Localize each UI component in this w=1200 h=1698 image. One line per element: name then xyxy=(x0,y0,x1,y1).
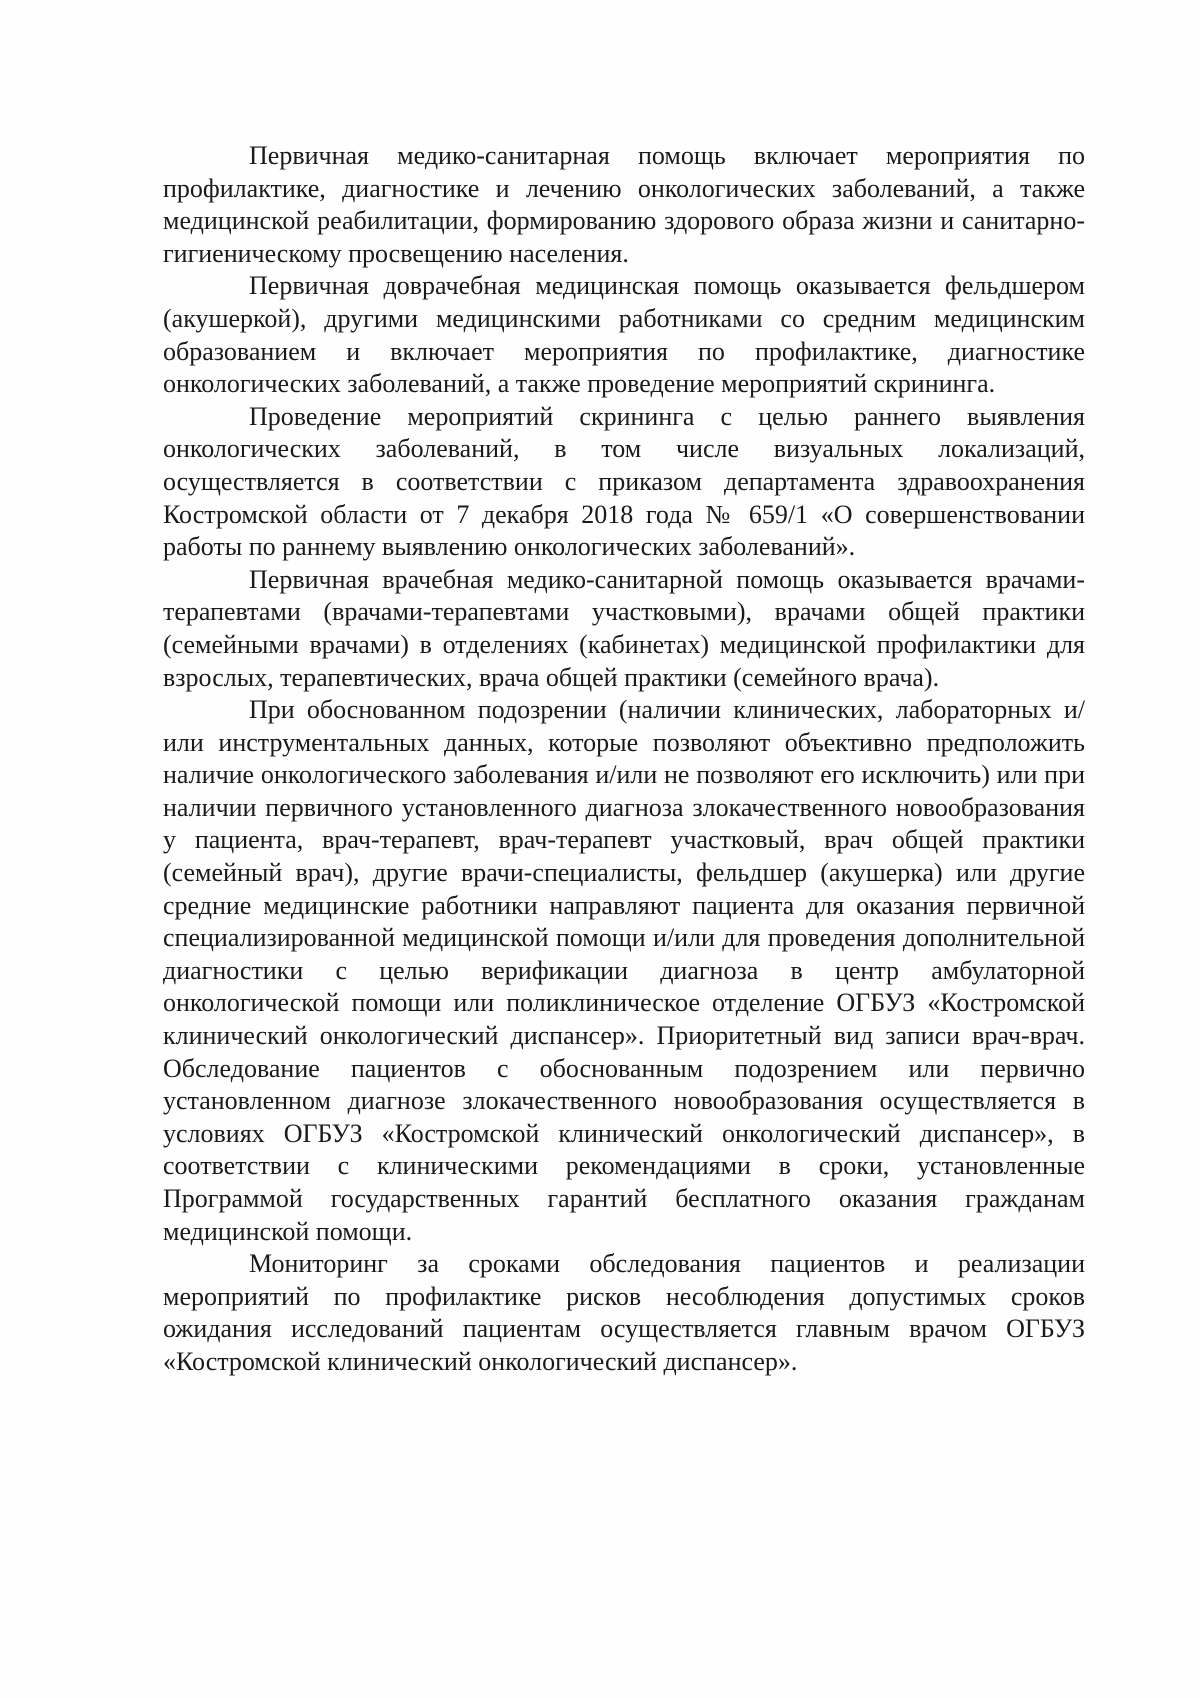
paragraph-physician-care: Первичная врачебная медико-санитарной помощь оказывается врачами-терапевтами (врачами-терапевтами участковыми), врачами общей практики (семейными врачами) в отделениях (кабинетах) медицинской профилактики для взрослых, терапевтических, врача общей практики (семейного врача). xyxy=(163,564,1085,692)
paragraph-monitoring: Мониторинг за сроками обследования пациентов и реализации мероприятий по профилактике рисков несоблюдения допустимых сроков ожидания исследований пациентам осуществляется главным врачом ОГБУЗ «Костромской клинический онкологический диспансер». xyxy=(163,1249,1085,1376)
paragraph-suspicion-referral: При обоснованном подозрении (наличии клинических, лабораторных и/или инструментальных данных, которые позволяют объективно предположить наличие онкологического заболевания и/или не позволяют его исключить) или при наличии первичного установленного диагноза злокачественного новообразования у пациента, врач-терапевт, врач-терапевт участковый, врач общей практики (семейный врач), другие врачи-специалисты, фельдшер (акушерка) или другие средние медицинские работники направляют пациента для оказания первичной специализированной медицинской помощи и/или для проведения дополнительной диагностики с целью верификации диагноза в центр амбулаторной онкологической помощи или поликлиническое отделение ОГБУЗ «Костромской клинический онкологический диспансер». Приоритетный вид записи врач-врач. Обследование пациентов с обоснованным подозрением или первично установленном диагнозе злокачественного новообразования осуществляется в условиях ОГБУЗ «Костромской клинический онкологический диспансер», в соответствии с клиническими рекомендациями в сроки, установленные Программой государственных гарантий бесплатного оказания гражданам медицинской помощи. xyxy=(163,695,1085,1246)
paragraph-screening: Проведение мероприятий скрининга с целью раннего выявления онкологических заболеваний, в том числе визуальных локализаций, осуществляется в соответствии с приказом департамента здравоохранения Костромской области от 7 декабря 2018 года № 659/1 «О совершенствовании работы по раннему выявлению онкологических заболеваний». xyxy=(163,401,1085,562)
paragraph-pre-medical-care: Первичная доврачебная медицинская помощь оказывается фельдшером (акушеркой), другими медицинскими работниками со средним медицинским образованием и включает мероприятия по профилактике, диагностике онкологических заболеваний, а также проведение мероприятий скрининга. xyxy=(163,271,1085,399)
document-body xyxy=(163,140,1085,1379)
paragraph-primary-care: Первичная медико-санитарная помощь включает мероприятия по профилактике, диагностике и лечению онкологических заболеваний, а также медицинской реабилитации, формированию здорового образа жизни и санитарно-гигиеническому просвещению населения. xyxy=(163,141,1085,268)
